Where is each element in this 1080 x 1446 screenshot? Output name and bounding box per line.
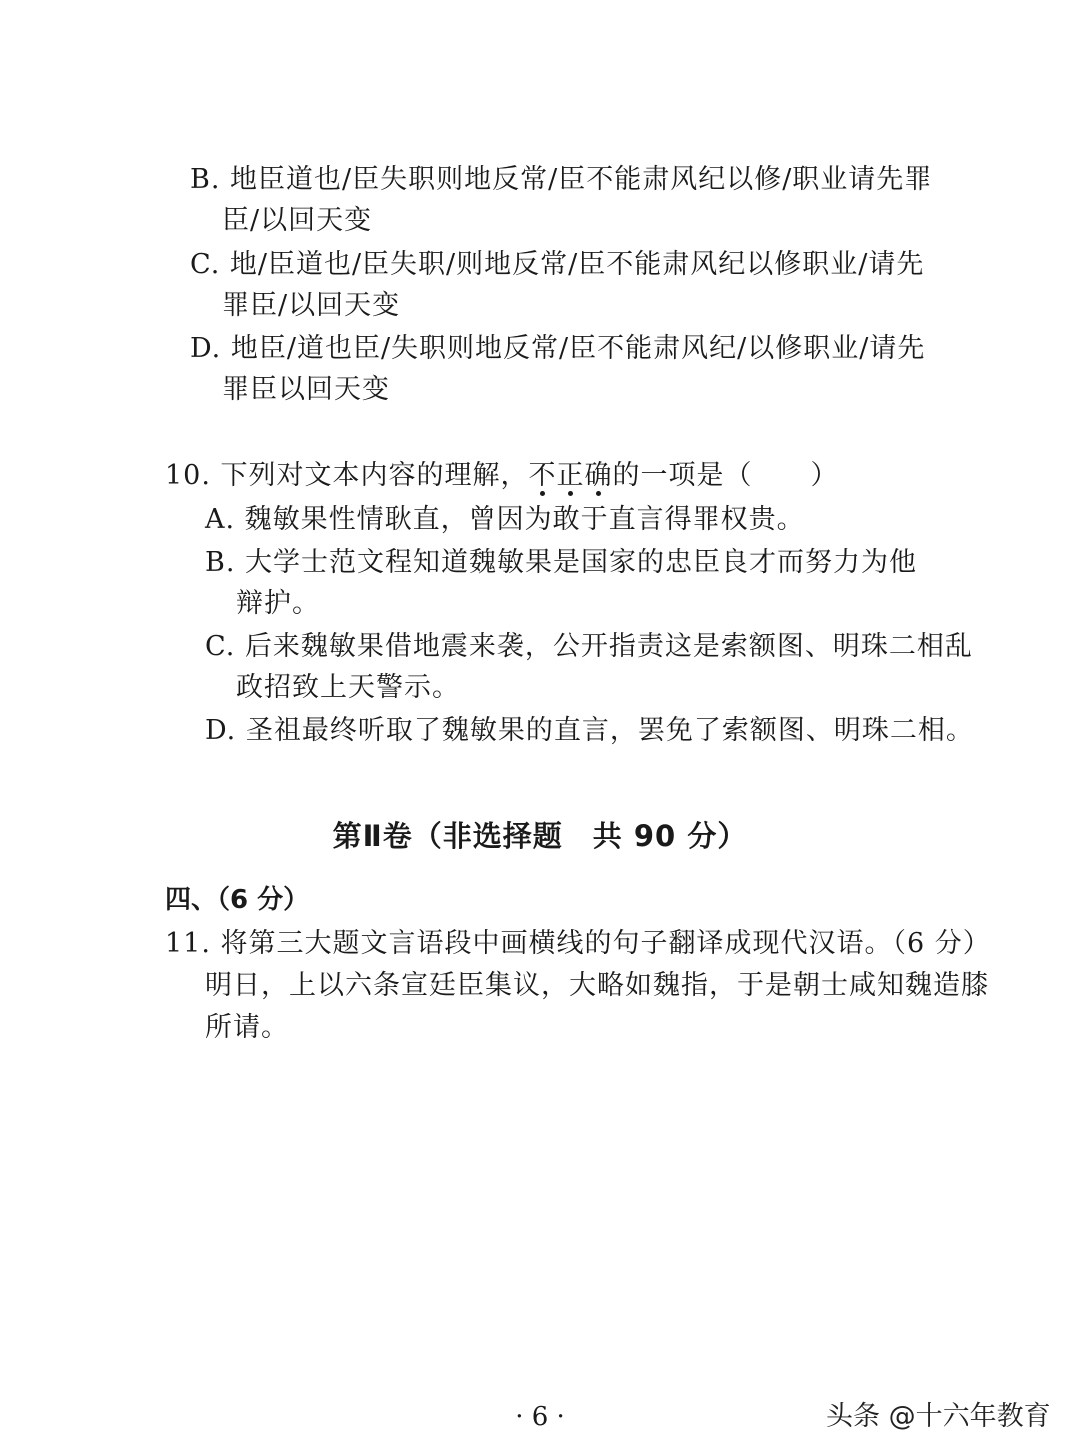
q9-option-d-line1: D. 地臣/道也臣/失职则地反常/臣不能肃风纪/以修职业/请先 [190, 333, 926, 364]
q9-option-d-line2: 罪臣以回天变 [222, 374, 390, 405]
q10-option-c-line1: C. 后来魏敏果借地震来袭，公开指责这是索额图、明珠二相乱 [205, 631, 973, 662]
section-title: 第Ⅱ卷（非选择题 共 90 分） [332, 819, 748, 853]
q11-stem: 11. 将第三大题文言语段中画横线的句子翻译成现代汉语。（6 分） [165, 928, 991, 959]
q10-stem-before: 10. 下列对文本内容的理解， [165, 460, 529, 491]
q10-stem-after: 的一项是（ [612, 460, 753, 491]
emphasis-char: 确 [585, 458, 613, 494]
q11-text-line2: 所请。 [205, 1012, 289, 1043]
q9-option-b-line1: B. 地臣道也/臣失职则地反常/臣不能肃风纪以修/职业请先罪 [190, 164, 933, 195]
q10-option-c-line2: 政招致上天警示。 [236, 672, 460, 703]
emphasis-char: 正 [557, 458, 585, 494]
q11-text-line1: 明日，上以六条宣廷臣集议，大略如魏指，于是朝士咸知魏造膝 [205, 970, 989, 1001]
watermark: 头条 @十六年教育 [826, 1401, 1051, 1432]
q9-option-c-line1: C. 地/臣道也/臣失职/则地反常/臣不能肃风纪以修职业/请先 [190, 249, 925, 280]
q10-option-b-line2: 辩护。 [236, 588, 320, 619]
part4-heading: 四、（6 分） [165, 885, 310, 915]
q10-stem [165, 458, 839, 494]
q9-option-b-line2: 臣/以回天变 [222, 205, 373, 236]
q9-option-c-line2: 罪臣/以回天变 [222, 290, 401, 321]
emphasis-char: 不 [529, 458, 557, 494]
q10-stem-close: ） [810, 460, 839, 491]
q10-option-b-line1: B. 大学士范文程知道魏敏果是国家的忠臣良才而努力为他 [205, 547, 918, 578]
q10-option-a: A. 魏敏果性情耿直，曾因为敢于直言得罪权贵。 [205, 504, 805, 535]
page-number: · 6 · [515, 1402, 565, 1432]
q10-option-d: D. 圣祖最终听取了魏敏果的直言，罢免了索额图、明珠二相。 [205, 715, 974, 746]
